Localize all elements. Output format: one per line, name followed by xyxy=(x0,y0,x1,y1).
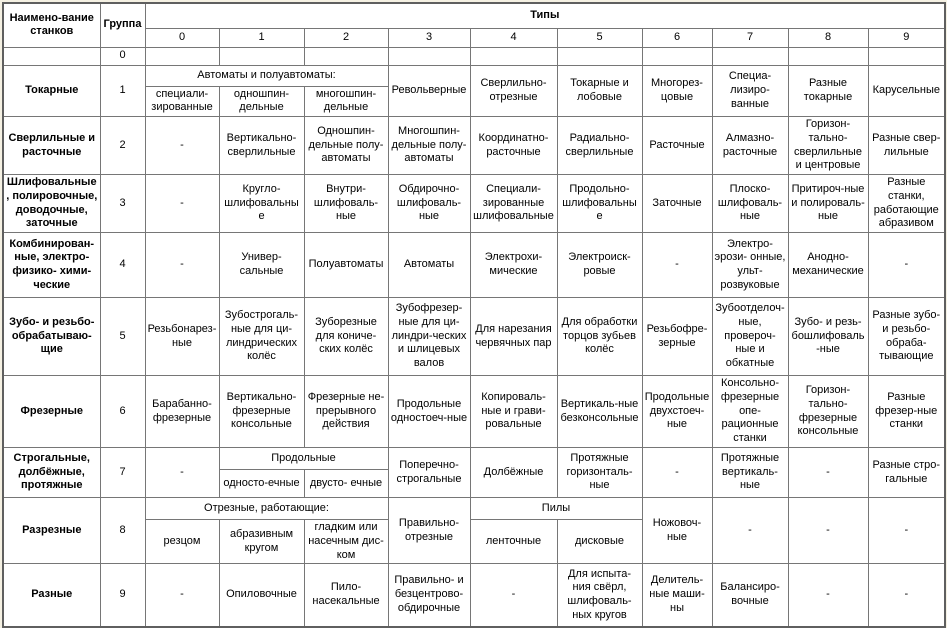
table-cell: Фрезерные не-прерывного действия xyxy=(304,376,388,448)
table-cell: Балансиро-вочные xyxy=(712,564,788,627)
group-name-cell: Комбинирован-ные, электро-физико- хими-ческие xyxy=(3,233,100,298)
table-cell xyxy=(712,47,788,65)
table-cell: Зуборезные для кониче-ских колёс xyxy=(304,298,388,376)
group-number-cell: 8 xyxy=(100,498,145,564)
table-cell: Кругло-шлифовальные xyxy=(219,175,304,233)
table-cell: Токарные и лобовые xyxy=(557,65,642,117)
table-cell: Резьбофре-зерные xyxy=(642,298,712,376)
table-cell xyxy=(145,47,219,65)
table-row xyxy=(3,298,945,376)
table-row xyxy=(3,498,945,520)
table-cell: - xyxy=(788,448,868,498)
table-cell: Револьверные xyxy=(388,65,470,117)
table-cell: Многорез-цовые xyxy=(642,65,712,117)
group-number-cell: 7 xyxy=(100,448,145,498)
table-cell xyxy=(388,47,470,65)
table-cell: Разные токарные xyxy=(788,65,868,117)
table-cell: резцом xyxy=(145,520,219,564)
table-cell: - xyxy=(642,233,712,298)
table-cell: Протяжные горизонталь-ные xyxy=(557,448,642,498)
table-cell: - xyxy=(868,498,945,564)
table-cell: Правильно- и безцентрово-обдирочные xyxy=(388,564,470,627)
table-row xyxy=(3,175,945,233)
table-row xyxy=(3,117,945,175)
group-number-cell: 9 xyxy=(100,564,145,627)
table-cell: Полуавтоматы xyxy=(304,233,388,298)
type-number-header: 8 xyxy=(788,28,868,47)
table-cell: Продольно-шлифовальные xyxy=(557,175,642,233)
table-cell: Разные стро-гальные xyxy=(868,448,945,498)
table-cell: Алмазно-расточные xyxy=(712,117,788,175)
table-cell: - xyxy=(145,175,219,233)
table-cell: Для нарезания червячных пар xyxy=(470,298,557,376)
table-cell: Для испыта-ния свёрл, шлифоваль-ных кругов xyxy=(557,564,642,627)
table-cell: гладким или насечным дис-ком xyxy=(304,520,388,564)
type-number-header: 0 xyxy=(145,28,219,47)
group-name-cell: Зубо- и резьбо-обрабатываю-щие xyxy=(3,298,100,376)
table-cell: Притироч-ные и полироваль-ные xyxy=(788,175,868,233)
table-body xyxy=(3,3,945,627)
table-cell: - xyxy=(712,498,788,564)
table-cell: Вертикально-фрезерные консольные xyxy=(219,376,304,448)
table-cell: - xyxy=(868,564,945,627)
table-cell: Многошпин-дельные полу-автоматы xyxy=(388,117,470,175)
table-cell: Барабанно-фрезерные xyxy=(145,376,219,448)
group-number-cell: 3 xyxy=(100,175,145,233)
table-cell: Разные фрезер-ные станки xyxy=(868,376,945,448)
group-name-cell: Фрезерные xyxy=(3,376,100,448)
table-cell: Зубоотделоч-ные, провероч-ные и обкатные xyxy=(712,298,788,376)
table-row xyxy=(3,376,945,448)
table-cell: Разные станки, работающие абразивом xyxy=(868,175,945,233)
table-row xyxy=(3,47,945,65)
type-number-header: 3 xyxy=(388,28,470,47)
table-cell: Универ-сальные xyxy=(219,233,304,298)
table-cell: Разные свер-лильные xyxy=(868,117,945,175)
table-cell: - xyxy=(145,117,219,175)
table-cell: Карусельные xyxy=(868,65,945,117)
table-cell: ленточные xyxy=(470,520,557,564)
table-cell: Автоматы xyxy=(388,233,470,298)
col-header-name: Наимено-вание станков xyxy=(3,3,100,47)
table-cell: Для обработки торцов зубьев колёс xyxy=(557,298,642,376)
table-cell: Радиально-сверлильные xyxy=(557,117,642,175)
table-cell xyxy=(219,47,304,65)
table-cell: Внутри-шлифоваль-ные xyxy=(304,175,388,233)
table-cell xyxy=(642,47,712,65)
table-cell xyxy=(557,47,642,65)
table-cell: специали-зированные xyxy=(145,86,219,117)
table-cell: - xyxy=(145,448,219,498)
table-cell: двусто- ечные xyxy=(304,470,388,498)
table-cell: Горизон-тально-фрезерные консольные xyxy=(788,376,868,448)
table-cell: дисковые xyxy=(557,520,642,564)
table-cell: одношпин-дельные xyxy=(219,86,304,117)
table-cell: Расточные xyxy=(642,117,712,175)
table-cell: - xyxy=(788,564,868,627)
table-cell: Поперечно-строгальные xyxy=(388,448,470,498)
table-cell: Вертикально-сверлильные xyxy=(219,117,304,175)
machine-tool-classification-table xyxy=(2,2,946,628)
table-cell: Анодно-механические xyxy=(788,233,868,298)
table-cell: Заточные xyxy=(642,175,712,233)
group-name-cell: Токарные xyxy=(3,65,100,117)
subgroup-header-cell: Продольные xyxy=(219,448,388,470)
table-cell: Сверлильно-отрезные xyxy=(470,65,557,117)
table-row xyxy=(3,448,945,470)
group-name-cell xyxy=(3,47,100,65)
table-row xyxy=(3,65,945,86)
table-cell: Обдирочно-шлифоваль-ные xyxy=(388,175,470,233)
type-number-header: 5 xyxy=(557,28,642,47)
table-cell: Горизон-тально-сверлильные и центровые xyxy=(788,117,868,175)
table-cell: - xyxy=(868,233,945,298)
table-cell: Электроиск-ровые xyxy=(557,233,642,298)
table-row xyxy=(3,28,945,47)
group-name-cell: Шлифовальные, полировочные, доводочные, заточные xyxy=(3,175,100,233)
table-cell: Резьбонарез-ные xyxy=(145,298,219,376)
table-cell: Плоско-шлифоваль-ные xyxy=(712,175,788,233)
table-row xyxy=(3,3,945,28)
group-number-cell: 2 xyxy=(100,117,145,175)
type-number-header: 7 xyxy=(712,28,788,47)
col-header-group: Группа xyxy=(100,3,145,47)
table-cell: Правильно-отрезные xyxy=(388,498,470,564)
table-cell: Специали-зированные шлифовальные xyxy=(470,175,557,233)
group-number-cell: 6 xyxy=(100,376,145,448)
table-cell: Зубострогаль-ные для ци-линдрических колёс xyxy=(219,298,304,376)
table-cell: абразивным кругом xyxy=(219,520,304,564)
type-number-header: 2 xyxy=(304,28,388,47)
group-number-cell: 1 xyxy=(100,65,145,117)
table-cell: Разные зубо- и резьбо-обраба-тывающие xyxy=(868,298,945,376)
table-cell: Делитель-ные маши-ны xyxy=(642,564,712,627)
col-header-types: Типы xyxy=(145,3,945,28)
table-cell: - xyxy=(470,564,557,627)
table-cell xyxy=(470,47,557,65)
subgroup-header-cell: Отрезные, работающие: xyxy=(145,498,388,520)
table-cell: Протяжные вертикаль-ные xyxy=(712,448,788,498)
table-cell: Опиловочные xyxy=(219,564,304,627)
group-number-cell: 5 xyxy=(100,298,145,376)
table-cell xyxy=(304,47,388,65)
group-number-cell: 0 xyxy=(100,47,145,65)
group-name-cell: Разрезные xyxy=(3,498,100,564)
table-cell: односто-ечные xyxy=(219,470,304,498)
group-number-cell: 4 xyxy=(100,233,145,298)
type-number-header: 9 xyxy=(868,28,945,47)
type-number-header: 6 xyxy=(642,28,712,47)
table-cell: Долбёжные xyxy=(470,448,557,498)
table-cell: многошпин-дельные xyxy=(304,86,388,117)
table-cell: Продольные одностоеч-ные xyxy=(388,376,470,448)
table-cell: Зубофрезер-ные для ци-линдри-ческих и шлицевых валов xyxy=(388,298,470,376)
type-number-header: 1 xyxy=(219,28,304,47)
table-cell: Консольно-фрезерные опе-рационные станки xyxy=(712,376,788,448)
table-cell: Специа-лизиро-ванные xyxy=(712,65,788,117)
subgroup-header-cell: Автоматы и полуавтоматы: xyxy=(145,65,388,86)
table-cell: Электрохи-мические xyxy=(470,233,557,298)
type-number-header: 4 xyxy=(470,28,557,47)
table-cell: Одношпин-дельные полу-автоматы xyxy=(304,117,388,175)
table-cell: - xyxy=(145,233,219,298)
table-cell xyxy=(788,47,868,65)
subgroup-header-cell: Пилы xyxy=(470,498,642,520)
table-cell: Пило-насекальные xyxy=(304,564,388,627)
table-cell: - xyxy=(145,564,219,627)
table-cell: Ножовоч-ные xyxy=(642,498,712,564)
table-cell: Координатно-расточные xyxy=(470,117,557,175)
group-name-cell: Разные xyxy=(3,564,100,627)
table-cell: - xyxy=(642,448,712,498)
group-name-cell: Сверлильные и расточные xyxy=(3,117,100,175)
table-cell: Зубо- и резь-бошлифоваль-ные xyxy=(788,298,868,376)
group-name-cell: Строгальные, долбёжные, протяжные xyxy=(3,448,100,498)
table-row xyxy=(3,564,945,627)
table-cell xyxy=(868,47,945,65)
table-row xyxy=(3,233,945,298)
table-cell: Копироваль-ные и грави-ровальные xyxy=(470,376,557,448)
table-cell: Вертикаль-ные безконсольные xyxy=(557,376,642,448)
table-cell: Электро-эрози- онные, ульт-розвуковые xyxy=(712,233,788,298)
table-cell: Продольные двухстоеч-ные xyxy=(642,376,712,448)
table-cell: - xyxy=(788,498,868,564)
